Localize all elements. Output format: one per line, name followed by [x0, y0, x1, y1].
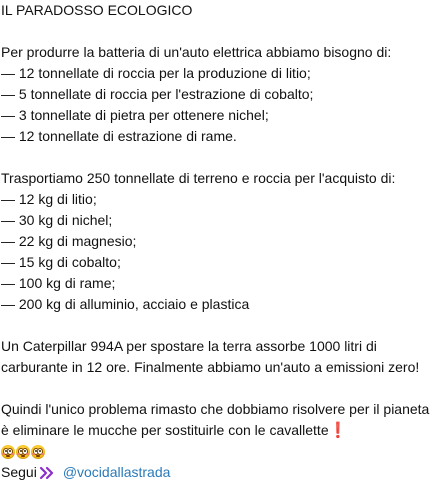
double-chevron-right-icon	[39, 466, 55, 480]
caterpillar-line-2: carburante in 12 ore. Finalmente abbiamo un'auto a emissioni zero!	[1, 359, 420, 375]
follow-label: Segui	[1, 464, 37, 480]
spacer	[1, 378, 430, 399]
spacer	[1, 315, 430, 336]
conclusion-text: è eliminare le mucche per sostituirle con le cavallette	[1, 422, 329, 438]
post-title: IL PARADOSSO ECOLOGICO	[1, 2, 193, 18]
battery-intro: Per produrre la batteria di un'auto elettrica abbiamo bisogno di:	[1, 44, 392, 60]
flushed-face-icon	[16, 445, 30, 459]
emoji-row	[1, 441, 430, 462]
list-item: — 12 tonnellate di roccia per la produzione di litio;	[1, 65, 311, 81]
list-item: — 5 tonnellate di roccia per l'estrazione di cobalto;	[1, 86, 314, 102]
conclusion-line-2	[1, 420, 430, 441]
conclusion-line-1: Quindi l'unico problema rimasto che dobbiamo risolvere per il pianeta	[1, 401, 430, 417]
list-item: — 12 kg di litio;	[1, 191, 97, 207]
spacer	[1, 147, 430, 168]
spacer	[1, 21, 430, 42]
flushed-face-icon	[31, 445, 45, 459]
list-item: — 3 tonnellate di pietra per ottenere nichel;	[1, 107, 269, 123]
follow-row	[1, 462, 430, 483]
flushed-face-icon	[1, 445, 15, 459]
list-item: — 100 kg di rame;	[1, 275, 116, 291]
list-item: — 30 kg di nichel;	[1, 212, 113, 228]
list-item: — 200 kg di alluminio, acciaio e plastica	[1, 296, 250, 312]
list-item: — 22 kg di magnesio;	[1, 233, 137, 249]
list-item: — 15 kg di cobalto;	[1, 254, 121, 270]
caterpillar-line-1: Un Caterpillar 994A per spostare la terra assorbe 1000 litri di	[1, 338, 377, 354]
handle-link[interactable]: @vocidallastrada	[62, 464, 171, 480]
transport-intro: Trasportiamo 250 tonnellate di terreno e roccia per l'acquisto di:	[1, 170, 396, 186]
list-item: — 12 tonnellate di estrazione di rame.	[1, 128, 237, 144]
exclamation-icon: ❗	[328, 421, 348, 439]
